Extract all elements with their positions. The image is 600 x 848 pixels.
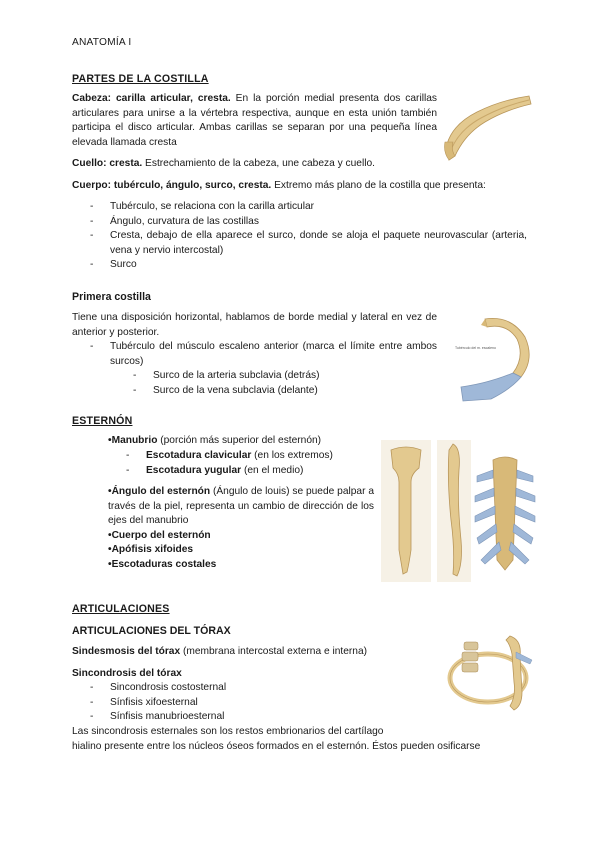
cuerpo-label: Cuerpo: tubérculo, ángulo, surco, cresta. bbox=[72, 180, 272, 191]
cabeza-text: En la porción medial presenta dos carillas articulares para unirse a la vértebra respectiva, aunque en esta unión también participa el disco articular. Ambas carillas se separan por una pequeña línea elevada llamada cresta bbox=[72, 93, 437, 148]
primera-costilla-title: Primera costilla bbox=[72, 291, 151, 303]
cuello-label: Cuello: cresta. bbox=[72, 158, 143, 169]
first-rib-label: Tubérculo del m. escaleno bbox=[455, 346, 496, 350]
sindesmosis-label: Sindesmosis del tórax bbox=[72, 646, 181, 657]
cuerpo-paragraph bbox=[72, 179, 542, 194]
list-item: - Surco bbox=[72, 258, 527, 273]
manubrio-line bbox=[108, 434, 378, 449]
apofisis-label: Apófisis xifoides bbox=[111, 544, 194, 555]
page-header: ANATOMÍA I bbox=[72, 37, 132, 48]
escotadura-yugular-label: Escotadura yugular bbox=[146, 464, 242, 476]
sternum-illustration bbox=[381, 440, 541, 582]
sincondrosis-paragraph-line-1: Las sincondrosis esternales son los restos embrionarios del cartílago bbox=[72, 726, 384, 737]
primera-costilla-text: Tiene una disposición horizontal, hablamos de borde medial y lateral en vez de anterior y posterior. bbox=[72, 312, 437, 338]
escotadura-clavicular-text: (en los extremos) bbox=[251, 450, 333, 461]
apofisis-line bbox=[108, 543, 193, 558]
list-item bbox=[118, 464, 388, 479]
sincondrosis-list bbox=[72, 681, 372, 725]
primera-costilla-list bbox=[72, 340, 437, 369]
section-title-articulaciones: ARTICULACIONES bbox=[72, 603, 170, 615]
articulaciones-torax-title: ARTICULACIONES DEL TÓRAX bbox=[72, 625, 231, 637]
list-item bbox=[118, 449, 388, 464]
list-item: - Sínfisis xifoesternal bbox=[72, 696, 372, 711]
manubrio-sublist bbox=[118, 449, 388, 478]
cuerpo-text: Extremo más plano de la costilla que presenta: bbox=[271, 180, 486, 191]
sincondrosis-paragraph-line-2: hialino presente entre los núcleos óseos formados en el esternón. Éstos pueden osificarse bbox=[72, 741, 481, 752]
sindesmosis-line bbox=[72, 645, 442, 660]
cabeza-paragraph bbox=[72, 92, 437, 150]
sincondrosis-title: Sincondrosis del tórax bbox=[72, 668, 182, 679]
thorax-joints-illustration bbox=[446, 632, 542, 714]
sindesmosis-text: (membrana intercostal externa e interna) bbox=[180, 646, 367, 657]
list-item: - Surco de la arteria subclavia (detrás) bbox=[125, 369, 425, 384]
angulo-paragraph bbox=[108, 485, 374, 529]
list-item: - Sincondrosis costosternal bbox=[72, 681, 372, 696]
cabeza-label: Cabeza: carilla articular, cresta. bbox=[72, 93, 231, 104]
escotadura-yugular-text: (en el medio) bbox=[241, 464, 304, 476]
cuello-text: Estrechamiento de la cabeza, une cabeza y cuello. bbox=[142, 158, 375, 169]
cuerpo-esternon-label: Cuerpo del esternón bbox=[111, 530, 211, 541]
escotaduras-costales-line bbox=[108, 558, 216, 573]
section-title-esternon: ESTERNÓN bbox=[72, 415, 133, 427]
list-item: - Tubérculo, se relaciona con la carilla articular bbox=[72, 200, 527, 215]
primera-costilla-sublist bbox=[125, 369, 425, 398]
manubrio-label: Manubrio bbox=[111, 435, 158, 446]
angulo-label: Ángulo del esternón bbox=[111, 486, 211, 497]
section-title-partes: PARTES DE LA COSTILLA bbox=[72, 73, 209, 85]
list-item: - Cresta, debajo de ella aparece el surco, donde se aloja el paquete neurovascular (arteria, vena y nervio intercostal) bbox=[72, 229, 527, 258]
escotadura-clavicular-label: Escotadura clavicular bbox=[146, 450, 252, 461]
manubrio-text: (porción más superior del esternón) bbox=[157, 435, 322, 446]
list-item: - Ángulo, curvatura de las costillas bbox=[72, 215, 527, 230]
list-item: - Tubérculo del músculo escaleno anterior (marca el límite entre ambos surcos) bbox=[72, 340, 437, 369]
sternum-with-cartilages bbox=[475, 457, 535, 570]
rib-illustration bbox=[443, 90, 533, 166]
cuerpo-list bbox=[72, 200, 527, 273]
list-item: - Sínfisis manubrioesternal bbox=[72, 710, 372, 725]
angulo-text: (Ángulo de louis) se puede palpar a través de la piel, representa un cambio de dirección de los ejes del manubrio bbox=[108, 486, 374, 527]
list-item: - Surco de la vena subclavia (delante) bbox=[125, 384, 425, 399]
cuerpo-esternon-line bbox=[108, 529, 211, 544]
escotaduras-costales-label: Escotaduras costales bbox=[111, 559, 217, 570]
first-rib-illustration bbox=[455, 307, 540, 404]
